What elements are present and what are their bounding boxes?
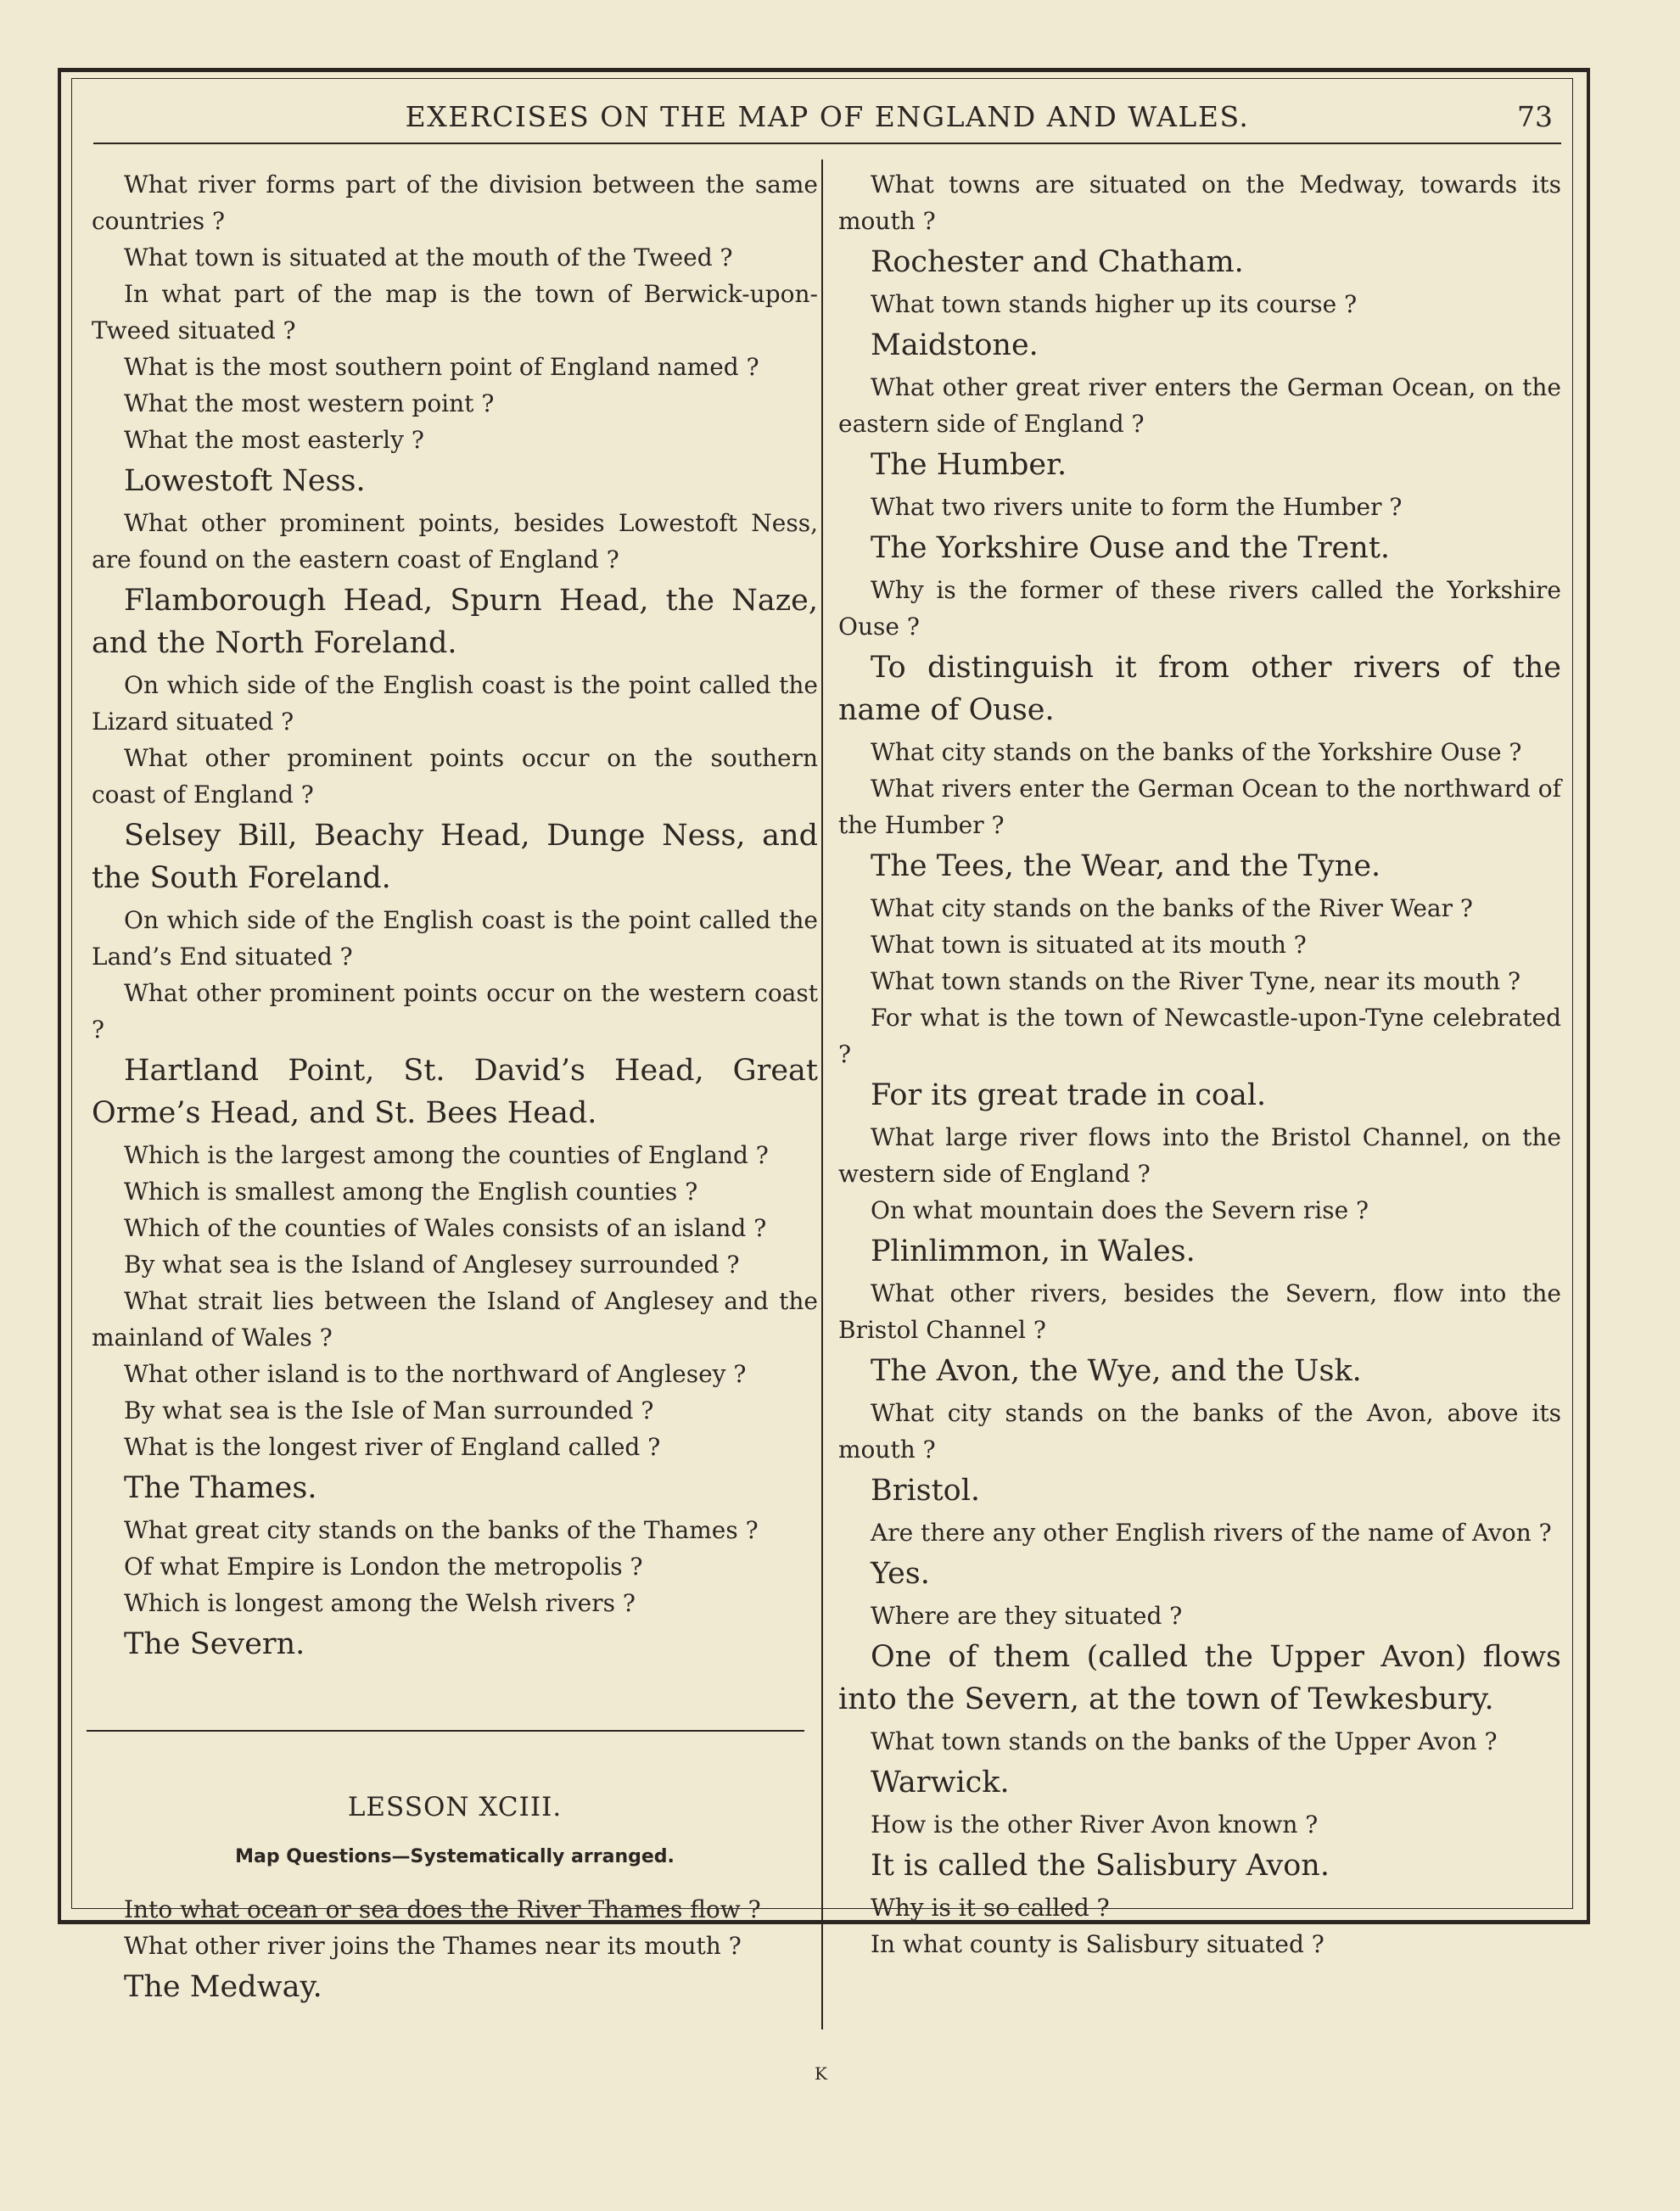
lesson-title: LESSON XCIII. (347, 1792, 563, 1822)
column-divider (821, 160, 823, 2029)
page-number: 73 (1517, 100, 1553, 133)
question-text: For what is the town of Newcastle-upon-Tyne celebrated ? (838, 1004, 1561, 1068)
question-text: What large river flows into the Bristol Channel, on the western side of England ? (838, 1123, 1561, 1188)
answer-text: The Yorkshire Ouse and the Trent. (871, 531, 1391, 565)
question-text: What other river joins the Thames near its mouth ? (124, 1932, 742, 1960)
question-text: What rivers enter the German Ocean to the northward of the Humber ? (838, 775, 1561, 839)
running-header (93, 100, 1561, 144)
question-text: Which is smallest among the English counties ? (124, 1178, 698, 1206)
section-rule (87, 1730, 804, 1732)
question-text: What town stands on the banks of the Upper Avon ? (871, 1727, 1498, 1755)
question-text: What city stands on the banks of the Avon, above its mouth ? (838, 1399, 1561, 1464)
answer-text: For its great trade in coal. (871, 1078, 1267, 1112)
answer-text: To distinguish it from other rivers of the name of Ouse. (838, 651, 1561, 727)
page-title: EXERCISES ON THE MAP OF ENGLAND AND WALES. (405, 100, 1250, 133)
question-text: What other rivers, besides the Severn, flow into the Bristol Channel ? (838, 1279, 1561, 1344)
question-text: What town stands higher up its course ? (871, 290, 1358, 318)
answer-text: Selsey Bill, Beachy Head, Dunge Ness, and the South Foreland. (92, 819, 818, 895)
question-text: What other prominent points occur on the western coast ? (92, 979, 818, 1044)
answer-text: The Tees, the Wear, and the Tyne. (871, 849, 1381, 883)
question-text: What strait lies between the Island of Anglesey and the mainland of Wales ? (92, 1287, 818, 1352)
answer-text: Maidstone. (871, 328, 1039, 362)
question-text: What two rivers unite to form the Humber ? (871, 493, 1403, 521)
question-text: Which is the largest among the counties of England ? (124, 1141, 769, 1169)
question-text: What other prominent points, besides Lowestoft Ness, are found on the eastern coast of England ? (92, 509, 818, 574)
question-text: How is the other River Avon known ? (871, 1811, 1319, 1839)
question-text: Are there any other English rivers of the name of Avon ? (871, 1519, 1552, 1547)
answer-text: Warwick. (871, 1766, 1010, 1800)
answer-text: Yes. (871, 1557, 930, 1591)
question-text: What town is situated at the mouth of the Tweed ? (124, 243, 733, 271)
question-text: By what sea is the Isle of Man surrounded ? (124, 1397, 654, 1425)
question-text: What the most western point ? (124, 389, 495, 417)
answer-text: The Severn. (124, 1627, 305, 1661)
right-column (838, 166, 1561, 1962)
answer-text: Flamborough Head, Spurn Head, the Naze, and the North Foreland. (92, 584, 818, 660)
question-text: What city stands on the banks of the Yorkshire Ouse ? (871, 738, 1522, 766)
question-text: Which is longest among the Welsh rivers ? (124, 1589, 636, 1617)
question-text: Into what ocean or sea does the River Thames flow ? (124, 1895, 761, 1923)
answer-text: It is called the Salisbury Avon. (871, 1849, 1330, 1883)
question-text: What city stands on the banks of the River Wear ? (871, 894, 1473, 922)
answer-text: One of them (called the Upper Avon) flows into the Severn, at the town of Tewkesbury. (838, 1640, 1561, 1716)
lesson-section (92, 1782, 818, 2011)
question-text: What towns are situated on the Medway, towards its mouth ? (838, 171, 1561, 235)
question-text: In what county is Salisbury situated ? (871, 1930, 1324, 1958)
question-text: What town is situated at its mouth ? (871, 931, 1307, 959)
answer-text: Plinlimmon, in Wales. (871, 1234, 1196, 1268)
question-text: What other prominent points occur on the southern coast of England ? (92, 744, 818, 809)
question-text: What great city stands on the banks of the Thames ? (124, 1516, 759, 1544)
question-text: Which of the counties of Wales consists of an island ? (124, 1214, 767, 1242)
answer-text: The Avon, the Wye, and the Usk. (871, 1354, 1362, 1388)
question-text: Of what Empire is London the metropolis ? (124, 1553, 643, 1581)
lesson-items (92, 1891, 818, 2008)
question-text: On what mountain does the Severn rise ? (871, 1196, 1369, 1224)
left-column (92, 166, 818, 1668)
lesson-subtitle: Map Questions—Systematically arranged. (235, 1846, 675, 1867)
question-text: Where are they situated ? (871, 1602, 1183, 1630)
question-text: What town stands on the River Tyne, near its mouth ? (871, 967, 1521, 995)
answer-text: The Medway. (124, 1970, 322, 2004)
question-text: In what part of the map is the town of Berwick-upon-Tweed situated ? (92, 280, 818, 344)
question-text: What the most easterly ? (124, 426, 424, 454)
question-text: What other island is to the northward of Anglesey ? (124, 1360, 747, 1388)
answer-text: Bristol. (871, 1474, 981, 1508)
question-text: What is the most southern point of England named ? (124, 353, 759, 381)
question-text: What river forms part of the division between the same countries ? (92, 171, 818, 235)
question-text: Why is the former of these rivers called the Yorkshire Ouse ? (838, 576, 1561, 641)
question-text: Why is it so called ? (871, 1894, 1110, 1922)
answer-text: The Humber. (871, 448, 1067, 482)
question-text: On which side of the English coast is the point called the Lizard situated ? (92, 671, 818, 736)
answer-text: Hartland Point, St. David’s Head, Great Orme’s Head, and St. Bees Head. (92, 1054, 818, 1130)
question-text: By what sea is the Island of Anglesey surrounded ? (124, 1251, 740, 1279)
answer-text: Lowestoft Ness. (124, 464, 366, 498)
question-text: On which side of the English coast is the point called the Land’s End situated ? (92, 906, 818, 971)
answer-text: Rochester and Chatham. (871, 245, 1244, 279)
signature-mark: K (815, 2063, 827, 2084)
answer-text: The Thames. (124, 1471, 317, 1505)
question-text: What is the longest river of England called ? (124, 1433, 661, 1461)
question-text: What other great river enters the German Ocean, on the eastern side of England ? (838, 373, 1561, 438)
